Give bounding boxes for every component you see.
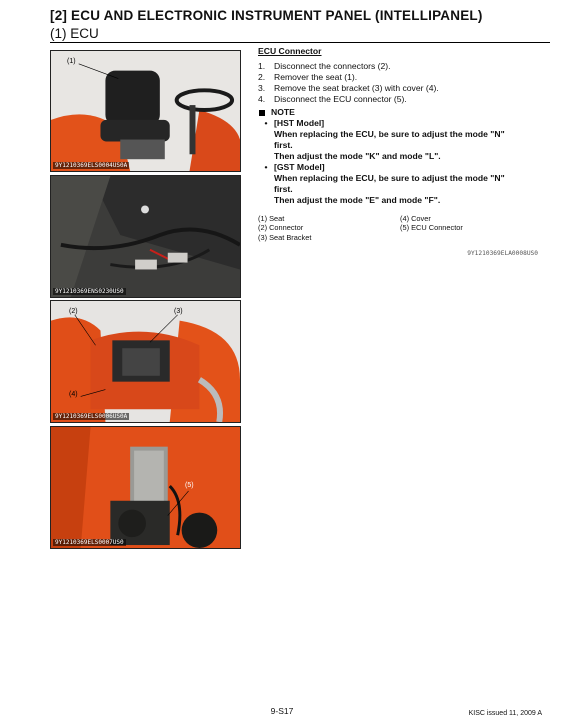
note-line: Then adjust the mode "K" and mode "L".	[274, 151, 441, 161]
bullet-icon: •	[264, 118, 268, 128]
step-number: 2.	[258, 72, 266, 82]
procedure-text	[258, 46, 548, 258]
step-text: Disconnect the connectors (2).	[274, 61, 391, 71]
photo-caption: 9Y1210369ELS0006US0A	[55, 413, 128, 420]
step-text: Remove the seat bracket (3) with cover (4).	[274, 83, 439, 93]
bracket-illustration	[51, 301, 240, 422]
note-square-icon	[259, 110, 265, 116]
bullet-icon: •	[264, 162, 268, 172]
photo-connectors	[50, 175, 241, 298]
legend-item: (1) Seat	[258, 214, 285, 223]
note-model	[258, 162, 548, 173]
issue-info: KISC issued 11, 2009 A	[468, 710, 542, 717]
step-item	[258, 61, 548, 72]
step-item	[258, 72, 548, 83]
seat-illustration	[51, 51, 240, 171]
callout-1: (1)	[67, 58, 76, 65]
step-item	[258, 94, 548, 105]
parts-legend	[258, 214, 548, 242]
note-label: NOTE	[271, 107, 295, 117]
legend-item: (2) Connector	[258, 223, 304, 233]
page-number: 9-S17	[270, 706, 294, 716]
step-number: 4.	[258, 94, 266, 104]
note-model-label: [GST Model]	[274, 162, 325, 172]
ecu-illustration	[51, 427, 240, 548]
procedure-title: ECU Connector	[258, 46, 322, 56]
callout-3: (3)	[174, 308, 183, 315]
photo-caption: 9Y1210369ELS0007US0	[55, 539, 124, 546]
callout-2: (2)	[69, 308, 78, 315]
section-title: [2] ECU AND ELECTRONIC INSTRUMENT PANEL (INTELLIPANEL)	[50, 8, 483, 23]
step-item	[258, 83, 548, 94]
callout-5: (5)	[185, 482, 194, 489]
subsection-title: (1) ECU	[50, 26, 99, 41]
note-line: Then adjust the mode "E" and mode "F".	[274, 195, 441, 205]
photo-seat	[50, 50, 241, 172]
photo-caption: 9Y1210369ENS0230US0	[55, 288, 124, 295]
step-text: Disconnect the ECU connector (5).	[274, 94, 407, 104]
step-list	[258, 61, 548, 105]
note-line: first.	[274, 140, 293, 150]
photo-caption: 9Y1210369ELS0004US0A	[55, 162, 128, 169]
callout-4: (4)	[69, 391, 78, 398]
header-rule	[50, 42, 550, 43]
connector-illustration	[51, 176, 240, 297]
note-line: first.	[274, 184, 293, 194]
step-number: 3.	[258, 83, 266, 93]
legend-item	[400, 233, 540, 242]
note-model	[258, 118, 548, 129]
step-number: 1.	[258, 61, 266, 71]
document-code: 9Y1210369ELA0008US0	[467, 249, 538, 257]
note-heading	[258, 107, 548, 118]
legend-item: (5) ECU Connector	[400, 223, 463, 233]
note-line: When replacing the ECU, be sure to adjust the mode "N"	[274, 129, 505, 139]
note-line: When replacing the ECU, be sure to adjust the mode "N"	[274, 173, 505, 183]
step-text: Remover the seat (1).	[274, 72, 358, 82]
photo-ecu-connector	[50, 426, 241, 549]
photo-seat-bracket	[50, 300, 241, 423]
note-model-label: [HST Model]	[274, 118, 325, 128]
legend-item: (3) Seat Bracket	[258, 232, 312, 242]
legend-item: (4) Cover	[400, 214, 431, 223]
